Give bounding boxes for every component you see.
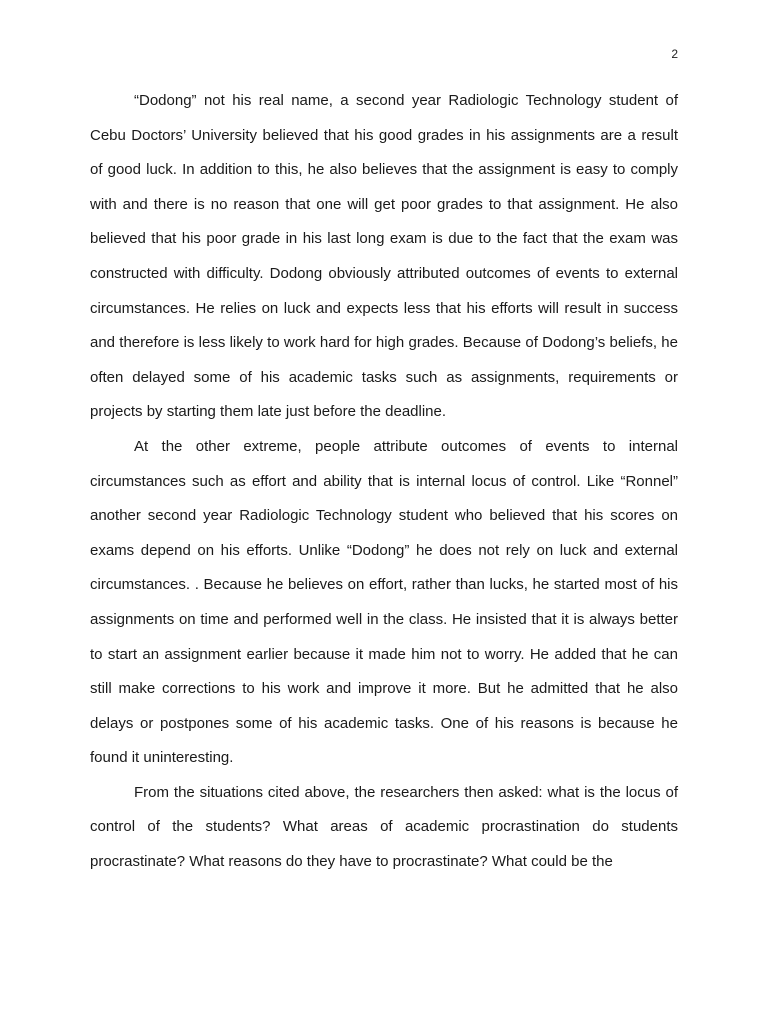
paragraph-dodong: “Dodong” not his real name, a second year Radiologic Technology student of Cebu Doctors’ University believed that his good grades in his assignments are a result of good luck. In addition to this, he also believes that the assignment is easy to comply with and there is no reason that one will get poor grades to that assignment. He also believed that his poor grade in his last long exam is due to the fact that the exam was constructed with difficulty. Dodong obviously attributed outcomes of events to external circumstances. He relies on luck and expects less that his efforts will result in success and therefore is less likely to work hard for high grades. Because of Dodong’s beliefs, he often delayed some of his academic tasks such as assignments, requirements or projects by starting them late just before the deadline. xyxy=(90,92,678,421)
body-text xyxy=(90,84,678,880)
page-number: 2 xyxy=(671,47,678,61)
paragraph-ronnel: At the other extreme, people attribute outcomes of events to internal circumstances such as effort and ability that is internal locus of control. Like “Ronnel” another second year Radiologic Technology student who believed that his scores on exams depend on his efforts. Unlike “Dodong” he does not rely on luck and external circumstances. . Because he believes on effort, rather than lucks, he started most of his assignments on time and performed well in the class. He insisted that it is always better to start an assignment earlier because it made him not to worry. He added that he can still make corrections to his work and improve it more. But he admitted that he also delays or postpones some of his academic tasks. One of his reasons is because he found it uninteresting. xyxy=(90,437,678,767)
paragraph-research-questions: From the situations cited above, the researchers then asked: what is the locus of control of the students? What areas of academic procrastination do students procrastinate? What reasons do they have to procrastinate? What could be the xyxy=(90,783,678,871)
